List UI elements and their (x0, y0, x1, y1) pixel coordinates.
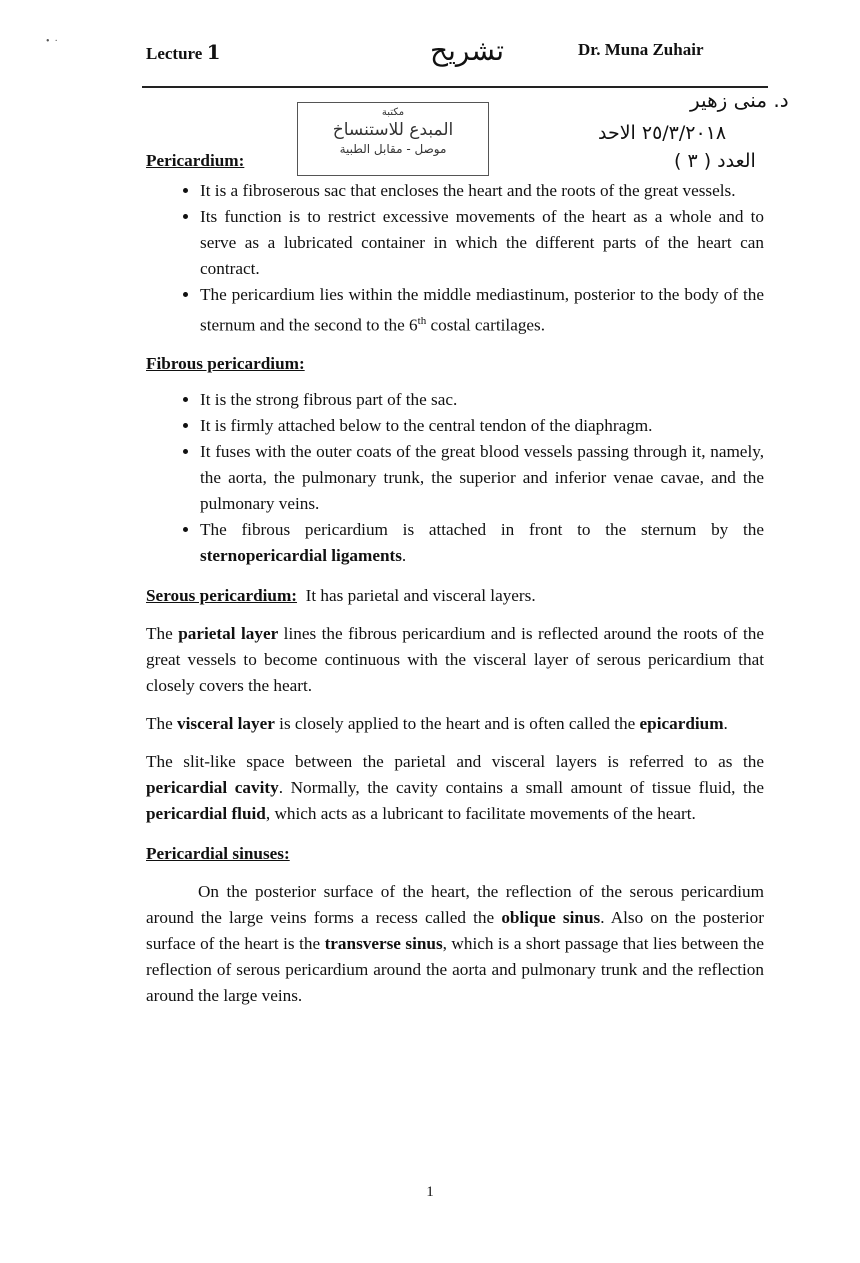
text: The slit-like space between the parietal and visceral layers is referred to as the (146, 751, 764, 771)
text: . Also on the posterior surface of the heart is the (146, 907, 764, 953)
text: The (146, 713, 178, 733)
spacer (146, 609, 764, 621)
spacer (146, 737, 764, 749)
list-item-tail: . (401, 545, 407, 565)
text: . Normally, the cavity contains a small amount of tissue fluid, the (278, 777, 764, 797)
text: is closely applied to the heart and is often called the (274, 713, 640, 733)
page-number: 1 (426, 1184, 434, 1200)
lecture-label (146, 40, 221, 64)
pericardium-list (146, 178, 764, 339)
term-oblique-sinus: oblique sinus (501, 907, 601, 927)
list-item-text: The fibrous pericardium is attached in front to the sternum by the (200, 519, 764, 539)
term-pericardial-fluid: pericardial fluid (146, 803, 266, 823)
serous-intro: It has parietal and visceral layers. (305, 585, 536, 605)
text: . (723, 713, 728, 733)
heading-pericardial-sinuses: Pericardial sinuses: (146, 843, 290, 863)
lecture-number: 1 (206, 40, 221, 64)
text: lines the fibrous pericardium and is reflected around the roots of the great vessels to become continuous with the visceral layer of serous pericardium that closely covers the heart. (146, 623, 764, 695)
spacer (146, 699, 764, 711)
list-item (200, 517, 764, 569)
fibrous-list (146, 387, 764, 569)
parietal-paragraph (146, 621, 764, 699)
spacer (146, 339, 764, 351)
section-sinuses (146, 841, 764, 867)
spacer (146, 871, 764, 879)
handwritten-issue: العدد ( ٣ ) (674, 150, 756, 172)
header-divider (142, 86, 768, 88)
list-item: • It fuses with the outer coats of the great blood vessels passing through it, namely, the aorta, the pulmonary trunk, the superior and inferior venae cavae, and the pulmonary veins. (200, 439, 764, 517)
scan-specks: • · (46, 36, 58, 47)
list-item: • It is the strong fibrous part of the sac. (200, 387, 764, 413)
section-fibrous (146, 351, 764, 377)
handwritten-date: ٢٥/٣/٢٠١٨ الاحد (598, 122, 727, 144)
term-parietal-layer: parietal layer (178, 623, 279, 643)
term-transverse-sinus: transverse sinus (324, 933, 443, 953)
heading-serous-pericardium: Serous pericardium: (146, 585, 298, 605)
lecture-text: Lecture (146, 44, 203, 63)
document-body (146, 148, 764, 1009)
section-serous (146, 583, 764, 609)
text: The (146, 623, 179, 643)
spacer (146, 827, 764, 841)
list-item-tail: costal cartilages. (426, 315, 546, 335)
cavity-paragraph (146, 749, 764, 827)
visceral-paragraph (146, 711, 764, 737)
stamp-line-1: مكتبة (381, 107, 405, 118)
list-item: • Its function is to restrict excessive movements of the heart as a whole and to serve as a lubricated container in which the different parts of the heart can contract. (200, 204, 764, 282)
list-item (200, 282, 764, 339)
text: , which acts as a lubricant to facilitate movements of the heart. (265, 803, 696, 823)
term-pericardial-cavity: pericardial cavity (146, 777, 279, 797)
stamp-line-3: موصل - مقابل الطبية (339, 142, 447, 156)
list-item-text: The pericardium lies within the middle mediastinum, posterior to the body of the sternum and the second to the 6 (200, 285, 764, 335)
list-item: • It is firmly attached below to the central tendon of the diaphragm. (200, 413, 764, 439)
term-visceral-layer: visceral layer (177, 713, 275, 733)
spacer (146, 569, 764, 583)
superscript: th (417, 315, 427, 327)
text: , which is a short passage that lies between the reflection of serous pericardium around the aorta and pulmonary trunk and the reflection around the large veins. (146, 933, 764, 1005)
term-sternopericardial: sternopericardial ligaments (200, 545, 402, 565)
list-item: • It is a fibroserous sac that encloses the heart and the roots of the great vessels. (200, 178, 764, 204)
heading-pericardium: Pericardium: (146, 151, 245, 170)
sinuses-paragraph (146, 879, 764, 1009)
subject-title-arabic: تشريح (430, 34, 505, 67)
handwritten-name: د. منى زهير (690, 88, 789, 112)
author-name: Dr. Muna Zuhair (578, 40, 704, 59)
text: On the posterior surface of the heart, the reflection of the serous pericardium around the large veins forms a recess called the (146, 881, 764, 927)
heading-fibrous-pericardium: Fibrous pericardium: (146, 353, 305, 373)
stamp-line-2: المبدع للاستنساخ (332, 120, 454, 140)
term-epicardium: epicardium (639, 713, 724, 733)
section-pericardium (146, 148, 764, 174)
